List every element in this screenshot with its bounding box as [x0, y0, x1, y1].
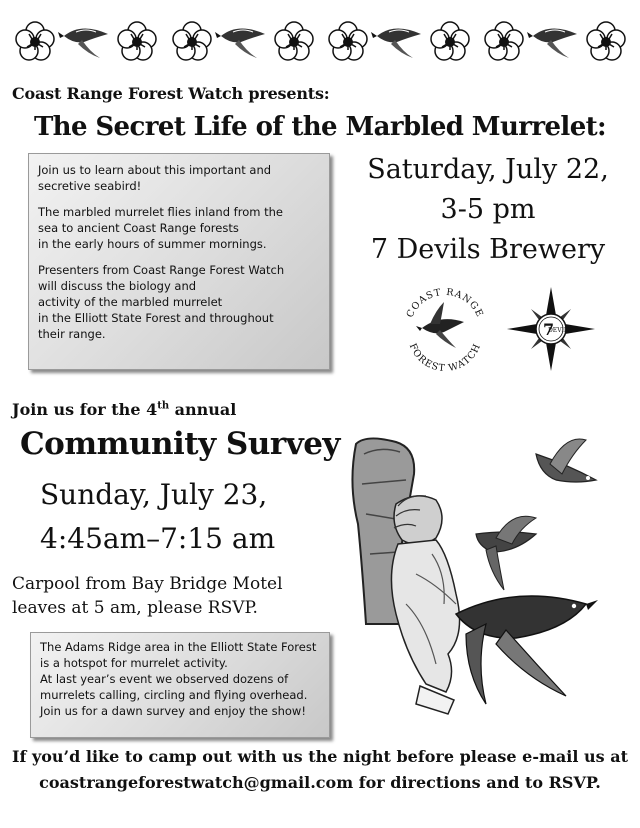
survey-time: 4:45am–7:15 am — [40, 522, 276, 555]
devils-word: DEVILS — [548, 327, 572, 334]
annual-suffix: annual — [169, 400, 237, 419]
murrelet-top-right — [536, 439, 596, 482]
info-paragraph-2: The marbled murrelet flies inland from the sea to ancient Coast Range forests in the early hours of summer mornings. — [38, 205, 283, 251]
carpool-info — [12, 572, 283, 620]
murrelet-large — [456, 596, 598, 704]
annual-prefix: Join us for the 4 — [12, 400, 158, 419]
main-title: The Secret Life of the Marbled Murrelet: — [33, 112, 607, 142]
annual-survey-line — [12, 400, 236, 419]
murrelet-illustration — [336, 434, 626, 734]
person-figure — [391, 496, 459, 714]
carpool-line-1: Carpool from Bay Bridge Motel — [12, 574, 283, 594]
murrelet-logo-icon — [416, 302, 464, 348]
adams-ridge-box — [30, 632, 330, 738]
event-date: Saturday, July 22, — [367, 154, 609, 185]
info-paragraph-3: Presenters from Coast Range Forest Watch will discuss the biology and activity of the marbled murrelet in the Elliott State Forest and throughout their range. — [38, 263, 285, 341]
survey-details — [40, 473, 275, 561]
murrelet-middle — [476, 516, 536, 590]
devils-number: 7 — [543, 320, 555, 339]
carpool-line-2: leaves at 5 am, please RSVP. — [12, 598, 258, 618]
info-box — [28, 153, 330, 370]
footer-email-line: coastrangeforestwatch@gmail.com for directions and to RSVP. — [39, 773, 601, 792]
event-details — [338, 150, 638, 270]
crfw-logo — [400, 278, 490, 378]
footer — [0, 744, 640, 796]
decorative-border — [10, 18, 630, 66]
presents-line: Coast Range Forest Watch presents: — [12, 84, 330, 103]
seven-devils-compass-logo — [505, 285, 597, 373]
survey-title: Community Survey — [20, 426, 340, 462]
crfw-logo-bottom-text: FOREST WATCH — [406, 341, 484, 375]
info-paragraph-1: Join us to learn about this important and secretive seabird! — [38, 163, 272, 193]
svg-text:FOREST WATCH — [407, 342, 484, 374]
survey-date: Sunday, July 23, — [40, 478, 268, 511]
border-pattern — [16, 22, 625, 60]
svg-text:COAST RANGE — [405, 287, 486, 320]
event-time: 3-5 pm — [440, 194, 536, 225]
crfw-logo-top-text: COAST RANGE — [404, 286, 486, 320]
event-venue: 7 Devils Brewery — [370, 234, 606, 265]
annual-sup: th — [157, 400, 170, 412]
adams-ridge-text: The Adams Ridge area in the Elliott State Forest is a hotspot for murrelet activity. At last year’s event we observed dozens of murrelets calling, circling and flying overhead. Join us for a dawn survey and enjoy the show! — [40, 640, 317, 718]
footer-line-1: If you’d like to camp out with us the night before please e-mail us at — [12, 747, 628, 766]
